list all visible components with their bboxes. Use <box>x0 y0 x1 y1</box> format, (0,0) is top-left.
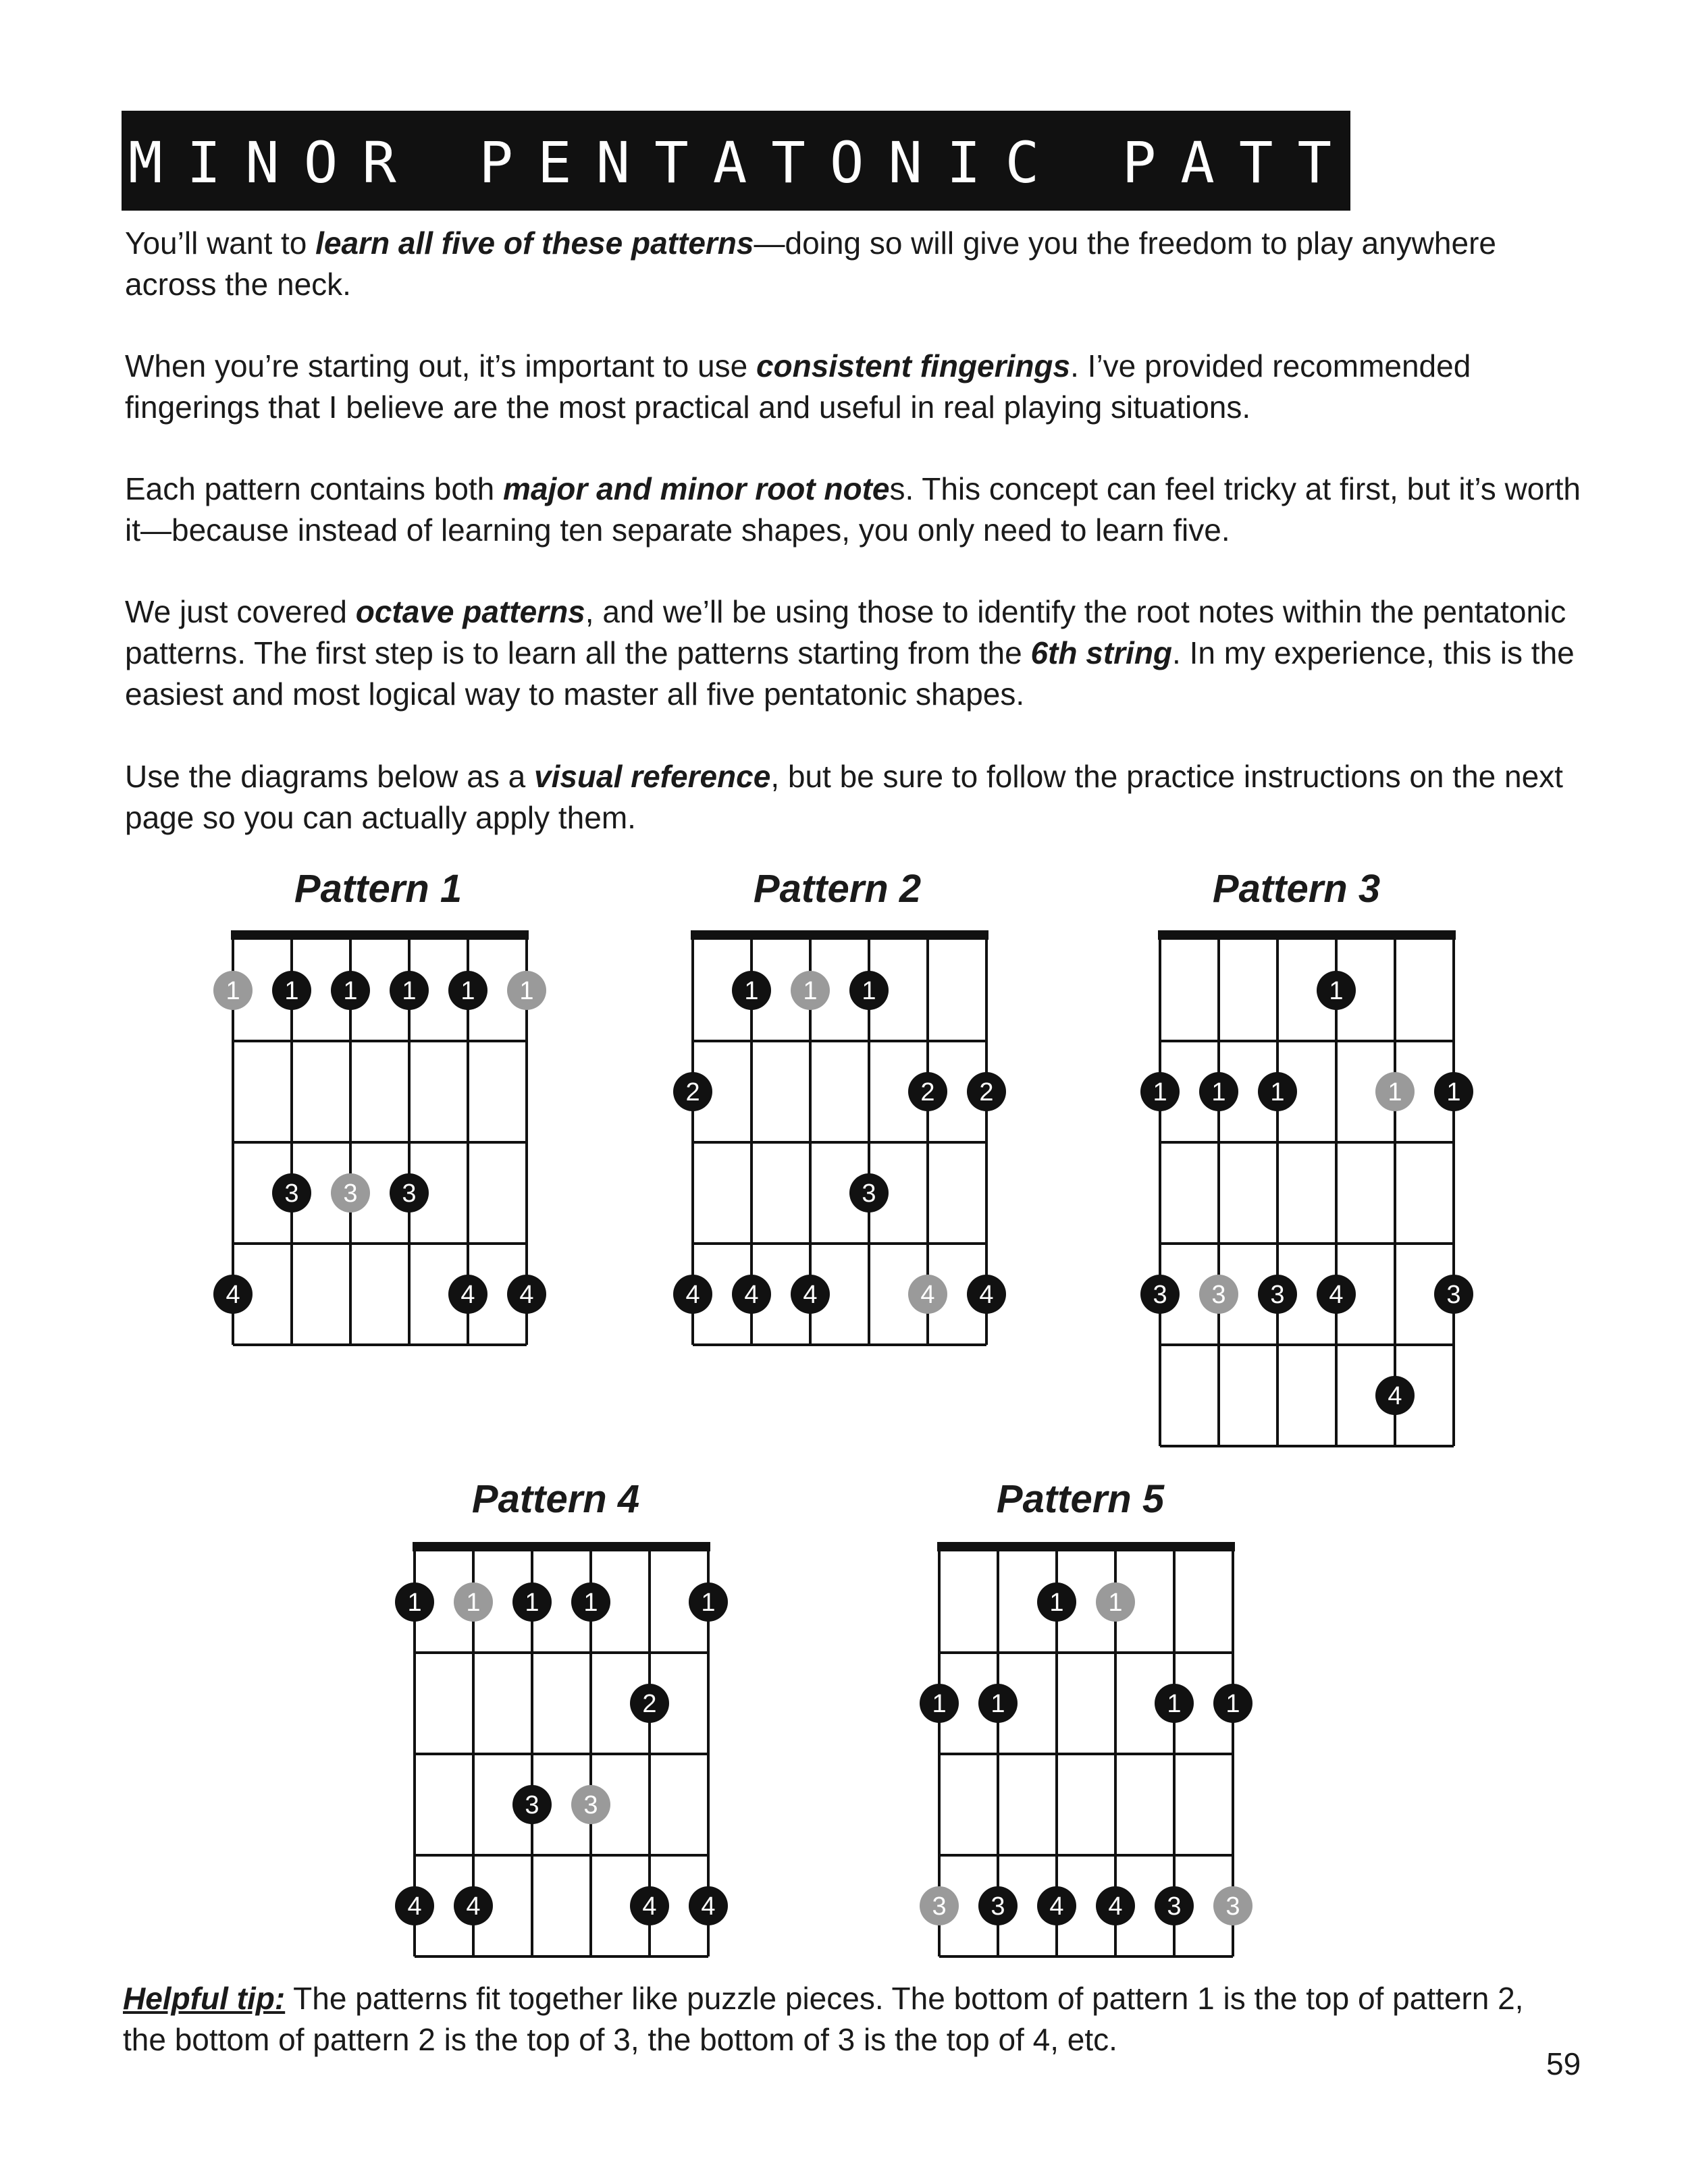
finger-number: 4 <box>979 1281 994 1309</box>
finger-number: 1 <box>1225 1690 1240 1718</box>
finger-number: 1 <box>402 977 417 1005</box>
emphasis-text: consistent fingerings <box>756 348 1071 383</box>
note-dot <box>791 1275 830 1314</box>
finger-number: 1 <box>1108 1589 1123 1617</box>
root-note-dot <box>507 971 546 1010</box>
emphasis-text: 6th string <box>1030 635 1173 670</box>
finger-number: 1 <box>466 1589 481 1617</box>
note-dot <box>689 1886 728 1925</box>
finger-number: 1 <box>803 977 818 1005</box>
finger-number: 1 <box>932 1690 947 1718</box>
note-dot <box>1155 1684 1194 1723</box>
note-dot <box>571 1582 610 1622</box>
finger-number: 4 <box>466 1892 481 1921</box>
visual-reference-paragraph <box>125 756 1583 838</box>
finger-number: 4 <box>701 1892 716 1921</box>
emphasis-text: major and minor root note <box>503 471 890 506</box>
finger-number: 3 <box>1446 1281 1461 1309</box>
note-dot <box>448 1275 487 1314</box>
pattern-3-title: Pattern 3 <box>1212 867 1381 911</box>
note-dot <box>448 971 487 1010</box>
finger-number: 3 <box>525 1791 539 1819</box>
nut <box>937 1542 1235 1551</box>
finger-number: 1 <box>525 1589 539 1617</box>
paragraph-text: Each pattern contains both <box>125 471 504 506</box>
page-title-bar <box>122 111 1590 211</box>
pattern-2-title: Pattern 2 <box>753 867 922 911</box>
note-dot <box>630 1886 669 1925</box>
root-note-dot <box>454 1582 493 1622</box>
pattern-3-diagram <box>1153 930 1461 1464</box>
nut <box>691 930 988 940</box>
finger-number: 4 <box>407 1892 422 1921</box>
finger-number: 2 <box>685 1078 700 1107</box>
root-note-dot <box>331 1173 370 1213</box>
finger-number: 4 <box>642 1892 657 1921</box>
nut <box>413 1542 710 1551</box>
note-dot <box>1213 1684 1252 1723</box>
note-dot <box>978 1684 1018 1723</box>
note-dot <box>1317 971 1356 1010</box>
paragraph-text: We just covered <box>125 594 356 629</box>
note-dot <box>1140 1072 1180 1111</box>
note-dot <box>1199 1072 1238 1111</box>
note-dot <box>732 1275 771 1314</box>
note-dot <box>331 971 370 1010</box>
note-dot <box>689 1582 728 1622</box>
root-note-dot <box>571 1785 610 1824</box>
pattern-5-title: Pattern 5 <box>996 1477 1165 1521</box>
note-dot <box>1155 1886 1194 1925</box>
pattern-1-title: Pattern 1 <box>294 867 463 911</box>
finger-number: 3 <box>932 1892 947 1921</box>
paragraph-text: , and we’ll be using those to identify the root notes within the pentatonic patterns. The first step is to learn all the patterns starting from the <box>125 594 1566 670</box>
pattern-1-diagram <box>226 930 534 1362</box>
finger-number: 1 <box>407 1589 422 1617</box>
finger-number: 4 <box>519 1281 534 1309</box>
paragraph-text: —doing so will give you the freedom to play anywhere across the neck. <box>125 225 1496 302</box>
note-dot <box>1258 1072 1297 1111</box>
root-note-dot <box>791 971 830 1010</box>
helpful-tip-label: Helpful tip: <box>123 1981 286 2016</box>
finger-number: 3 <box>1211 1281 1226 1309</box>
finger-number: 4 <box>1049 1892 1064 1921</box>
note-dot <box>673 1275 712 1314</box>
note-dot <box>630 1684 669 1723</box>
note-dot <box>1258 1275 1297 1314</box>
root-note-dot <box>908 1275 947 1314</box>
finger-number: 1 <box>744 977 759 1005</box>
note-dot <box>1096 1886 1135 1925</box>
note-dot <box>673 1072 712 1111</box>
helpful-tip-text: The patterns fit together like puzzle pieces. The bottom of pattern 1 is the top of pattern 2, the bottom of pattern 2 is the top of 3, the bottom of 3 is the top of 4, etc. <box>123 1981 1524 2057</box>
finger-number: 2 <box>920 1078 935 1107</box>
finger-number: 1 <box>991 1690 1005 1718</box>
finger-number: 1 <box>284 977 299 1005</box>
note-dot <box>732 971 771 1010</box>
helpful-tip <box>123 1978 1568 2060</box>
paragraph-text: , but be sure to follow the practice instructions on the next page so you can actually apply them. <box>125 759 1563 835</box>
note-dot <box>1434 1275 1473 1314</box>
note-dot <box>1037 1886 1076 1925</box>
root-note-dot <box>1375 1072 1415 1111</box>
finger-number: 1 <box>1388 1078 1402 1107</box>
finger-number: 1 <box>226 977 240 1005</box>
finger-number: 1 <box>583 1589 598 1617</box>
paragraph-text: s. This concept can feel tricky at first, but it’s worth it—because instead of learning ten separate shapes, you only need to learn five. <box>125 471 1581 548</box>
finger-number: 3 <box>1225 1892 1240 1921</box>
note-dot <box>920 1684 959 1723</box>
root-notes-paragraph <box>125 469 1583 551</box>
finger-number: 4 <box>744 1281 759 1309</box>
finger-number: 1 <box>1270 1078 1285 1107</box>
note-dot <box>978 1886 1018 1925</box>
finger-number: 3 <box>991 1892 1005 1921</box>
finger-number: 2 <box>979 1078 994 1107</box>
finger-number: 3 <box>1270 1281 1285 1309</box>
finger-number: 4 <box>226 1281 240 1309</box>
nut <box>231 930 529 940</box>
finger-number: 1 <box>1446 1078 1461 1107</box>
page-number: 59 <box>1546 2046 1581 2081</box>
fingerings-paragraph <box>125 346 1583 428</box>
finger-number: 2 <box>642 1690 657 1718</box>
note-dot <box>213 1275 253 1314</box>
finger-number: 1 <box>1153 1078 1167 1107</box>
finger-number: 4 <box>460 1281 475 1309</box>
finger-number: 1 <box>1167 1690 1182 1718</box>
note-dot <box>512 1785 552 1824</box>
finger-number: 3 <box>1167 1892 1182 1921</box>
paragraph-text: Use the diagrams below as a <box>125 759 534 794</box>
emphasis-text: octave patterns <box>355 594 585 629</box>
paragraph-text: . I’ve provided recommended fingerings that I believe are the most practical and useful in real playing situations. <box>125 348 1471 425</box>
finger-number: 1 <box>862 977 876 1005</box>
root-note-dot <box>920 1886 959 1925</box>
finger-number: 1 <box>343 977 358 1005</box>
pattern-4-title: Pattern 4 <box>471 1477 640 1521</box>
note-dot <box>908 1072 947 1111</box>
paragraph-text: When you’re starting out, it’s important to use <box>125 348 756 383</box>
finger-number: 1 <box>701 1589 716 1617</box>
finger-number: 3 <box>862 1179 876 1208</box>
finger-number: 1 <box>1211 1078 1226 1107</box>
pattern-4-diagram <box>407 1542 716 1974</box>
intro-paragraph <box>125 223 1583 305</box>
note-dot <box>390 971 429 1010</box>
note-dot <box>507 1275 546 1314</box>
note-dot <box>967 1275 1006 1314</box>
finger-number: 4 <box>920 1281 935 1309</box>
note-dot <box>1317 1275 1356 1314</box>
note-dot <box>1375 1376 1415 1415</box>
note-dot <box>272 1173 311 1213</box>
pattern-5-diagram <box>932 1542 1240 1974</box>
finger-number: 1 <box>460 977 475 1005</box>
octave-paragraph <box>125 591 1583 715</box>
note-dot <box>849 971 889 1010</box>
note-dot <box>1434 1072 1473 1111</box>
emphasis-text: visual reference <box>533 759 771 794</box>
finger-number: 4 <box>1388 1382 1402 1410</box>
finger-number: 3 <box>402 1179 417 1208</box>
pattern-2-diagram <box>685 930 994 1362</box>
finger-number: 3 <box>1153 1281 1167 1309</box>
finger-number: 3 <box>343 1179 358 1208</box>
note-dot <box>395 1886 434 1925</box>
note-dot <box>454 1886 493 1925</box>
note-dot <box>967 1072 1006 1111</box>
paragraph-text: You’ll want to <box>125 225 316 261</box>
page-title: MINOR PENTATONIC PATTERNS <box>128 130 1590 196</box>
paragraph-text: . In my experience, this is the easiest and most logical way to master all five pentatonic shapes. <box>125 635 1575 712</box>
finger-number: 1 <box>1329 977 1344 1005</box>
root-note-dot <box>213 971 253 1010</box>
root-note-dot <box>1199 1275 1238 1314</box>
root-note-dot <box>1213 1886 1252 1925</box>
note-dot <box>1140 1275 1180 1314</box>
finger-number: 1 <box>1049 1589 1064 1617</box>
finger-number: 3 <box>284 1179 299 1208</box>
note-dot <box>512 1582 552 1622</box>
note-dot <box>395 1582 434 1622</box>
finger-number: 3 <box>583 1791 598 1819</box>
emphasis-text: learn all five of these patterns <box>315 225 754 261</box>
note-dot <box>849 1173 889 1213</box>
finger-number: 4 <box>803 1281 818 1309</box>
finger-number: 4 <box>685 1281 700 1309</box>
nut <box>1158 930 1456 940</box>
finger-number: 4 <box>1329 1281 1344 1309</box>
root-note-dot <box>1096 1582 1135 1622</box>
note-dot <box>390 1173 429 1213</box>
note-dot <box>1037 1582 1076 1622</box>
note-dot <box>272 971 311 1010</box>
finger-number: 1 <box>519 977 534 1005</box>
finger-number: 4 <box>1108 1892 1123 1921</box>
